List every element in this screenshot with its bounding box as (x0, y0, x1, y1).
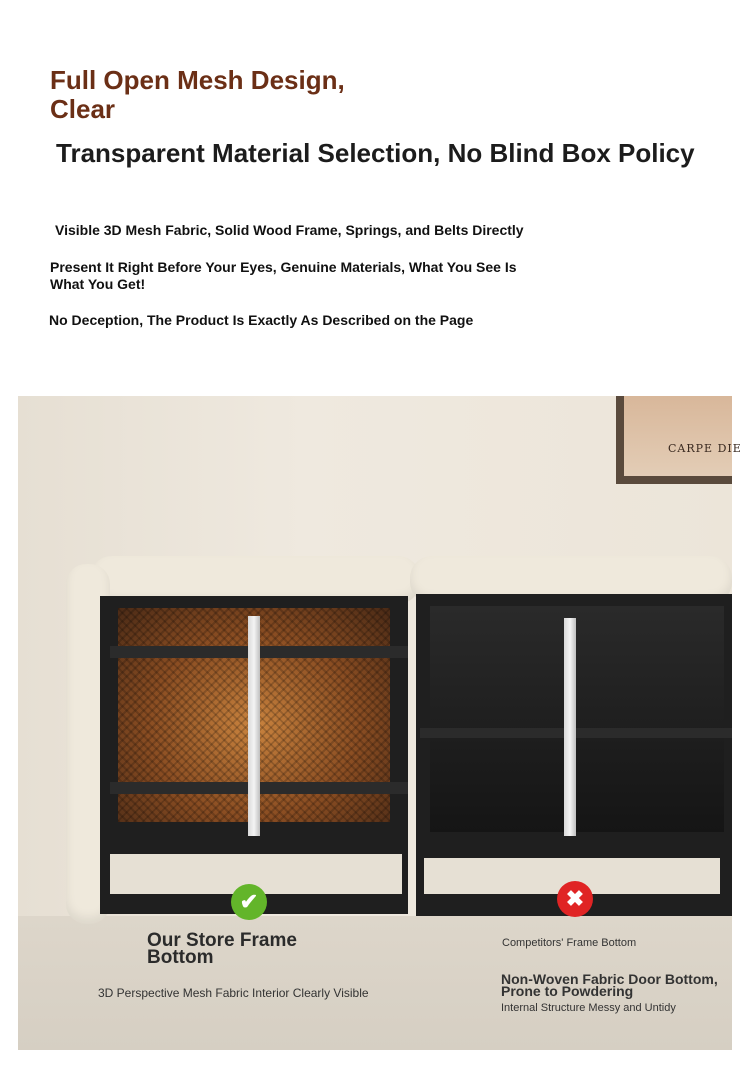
frame-bar-right (420, 728, 732, 738)
subtext-2: Present It Right Before Your Eyes, Genuine Materials, What You See Is What You Get! (50, 259, 517, 292)
wall-art-text: CARPE DIE (668, 442, 742, 455)
competitor-frame-label: Competitors' Frame Bottom (502, 937, 637, 949)
support-pole-right (564, 618, 576, 836)
check-icon: ✔ (231, 884, 267, 920)
competitor-frame-title: Non-Woven Fabric Door Bottom, Prone to Powdering (501, 971, 718, 999)
nonwoven-panel (430, 606, 724, 832)
our-frame-label: Our Store Frame Bottom (147, 930, 297, 968)
headline-line1: Full Open Mesh Design, Clear (50, 65, 345, 124)
product-photo (18, 396, 742, 1050)
headline-line2: Transparent Material Selection, No Blind Box Policy (56, 138, 695, 168)
competitor-frame-description: Internal Structure Messy and Untidy (501, 1002, 676, 1014)
subtext-3: No Deception, The Product Is Exactly As Described on the Page (49, 312, 474, 328)
wall-art (616, 396, 742, 484)
cross-icon: ✖ (557, 881, 593, 917)
our-frame-description: 3D Perspective Mesh Fabric Interior Clearly Visible (98, 986, 369, 1000)
subtext-1: Visible 3D Mesh Fabric, Solid Wood Frame, Springs, and Belts Directly (55, 222, 524, 238)
wall-art-canvas (624, 396, 742, 476)
support-pole-left (248, 616, 260, 836)
